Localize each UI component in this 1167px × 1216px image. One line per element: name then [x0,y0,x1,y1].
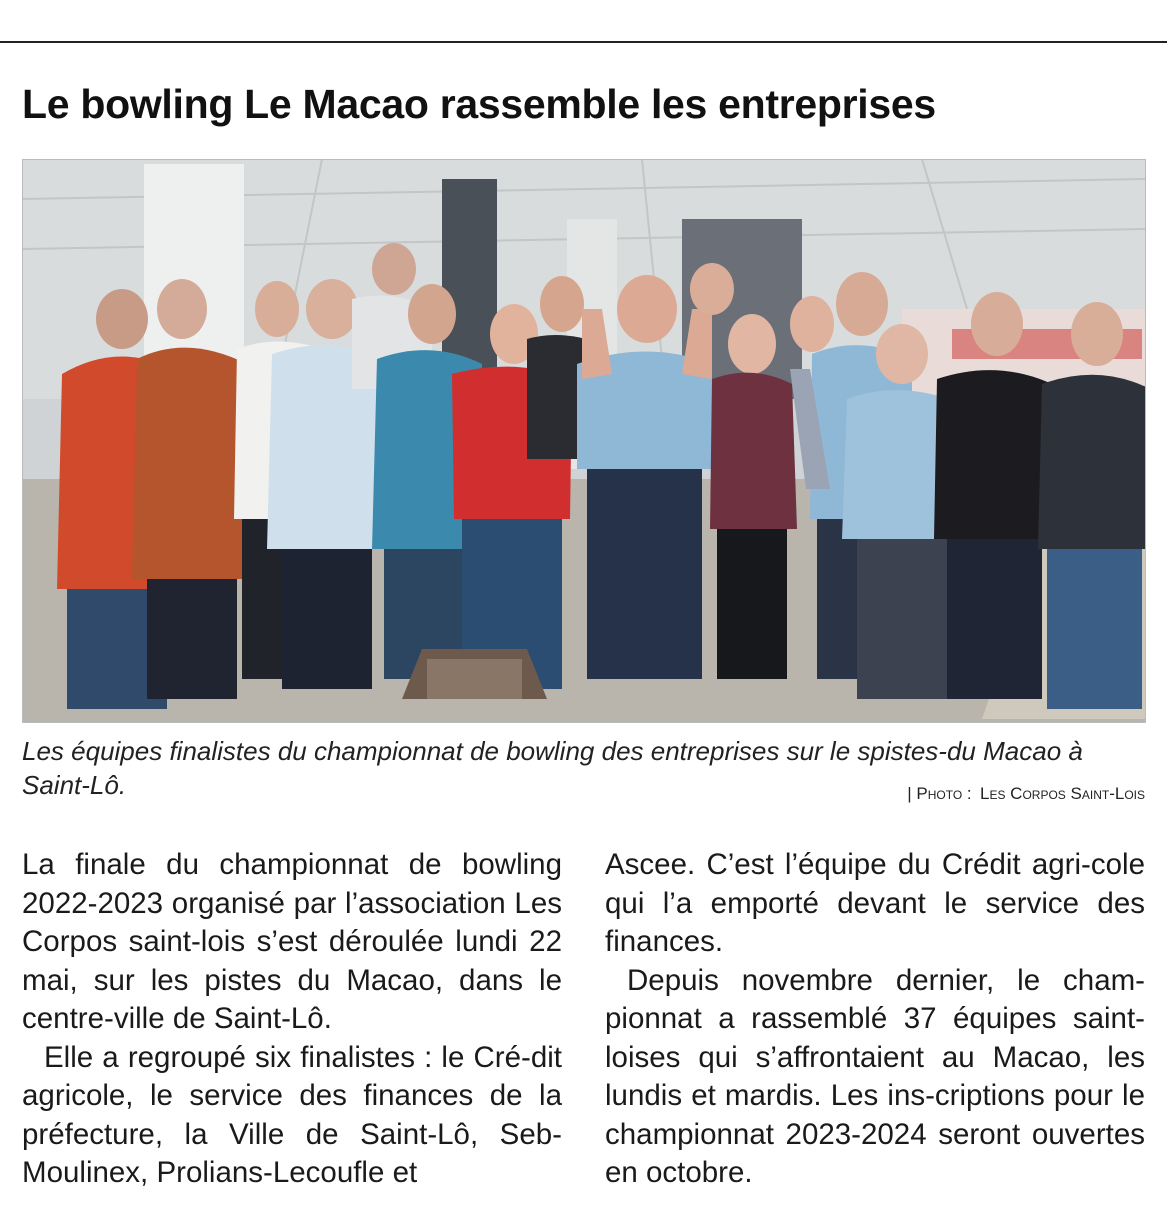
body-paragraph-1: La finale du championnat de bowling 2022-2023 organisé par l’association Les Corpos saint-lois s’est déroulée lundi 22 mai, sur les pistes du Macao, dans le centre-ville de Saint-Lô. [22,848,562,1035]
photo-credit [907,784,1145,804]
top-rule [0,41,1167,43]
article-headline: Le bowling Le Macao rassemble les entreprises [22,81,936,127]
photo-credit-name: Les Corpos Saint-Lois [980,784,1145,803]
article-photo [22,159,1146,723]
photo-caption: Les équipes finalistes du championnat de bowling des entreprises sur le spistes-du Macao à Saint-Lô. [22,736,1083,800]
group-photo-icon [22,159,1146,723]
article-body-column-2 [605,846,1145,1193]
body-paragraph-4: Depuis novembre dernier, le cham-pionnat a rassemblé 37 équipes saint-loises qui s’affrontaient au Macao, les lundis et mardis. Les ins-criptions pour le championnat 2023-2024 seront ouvertes en octobre. [605,963,1145,1189]
photo-credit-prefix: | Photo : [907,784,972,803]
article-body-column-1 [22,846,562,1193]
body-paragraph-2: Elle a regroupé six finalistes : le Cré-dit agricole, le service des finances de la préfecture, la Ville de Saint-Lô, Seb-Moulinex, Prolians-Lecoufle et [22,1040,562,1189]
body-paragraph-3: Ascee. C’est l’équipe du Crédit agri-cole qui l’a emporté devant le service des finances. [605,848,1145,958]
